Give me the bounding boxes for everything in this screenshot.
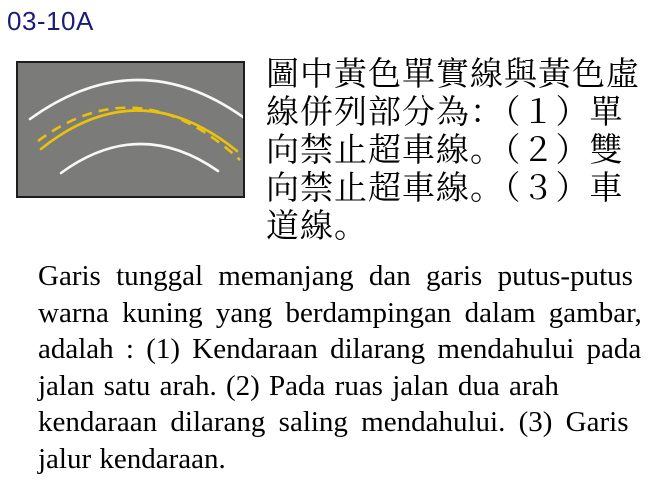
- chinese-question-line: 向禁止超車線。（３）車: [266, 169, 624, 206]
- chinese-question-text: [266, 55, 668, 245]
- road-figure: [16, 61, 245, 198]
- indonesian-translation-line: jalan satu arah. (2) Pada ruas jalan dua arah: [38, 369, 559, 402]
- road-surface: [18, 63, 243, 196]
- road-figure-svg: [18, 63, 243, 196]
- chinese-question-line: 向禁止超車線。（２）雙: [266, 131, 624, 168]
- indonesian-translation-line: jalur kendaraan.: [38, 442, 226, 475]
- chinese-question-line: 線併列部分為：（１）單: [266, 93, 624, 130]
- indonesian-translation-text: [38, 258, 663, 477]
- indonesian-translation-line: adalah : (1) Kendaraan dilarang mendahului pada: [38, 333, 642, 365]
- indonesian-translation-line: kendaraan dilarang saling mendahului. (3) Garis: [38, 406, 629, 438]
- question-code-label: 03-10A: [7, 6, 94, 36]
- indonesian-translation-line: warna kuning yang berdampingan dalam gambar,: [38, 296, 642, 329]
- chinese-question-line: 道線。: [266, 207, 368, 244]
- indonesian-translation-line: Garis tunggal memanjang dan garis putus-putus: [38, 260, 633, 292]
- chinese-question-line: 圖中黃色單實線與黃色虛: [266, 55, 640, 92]
